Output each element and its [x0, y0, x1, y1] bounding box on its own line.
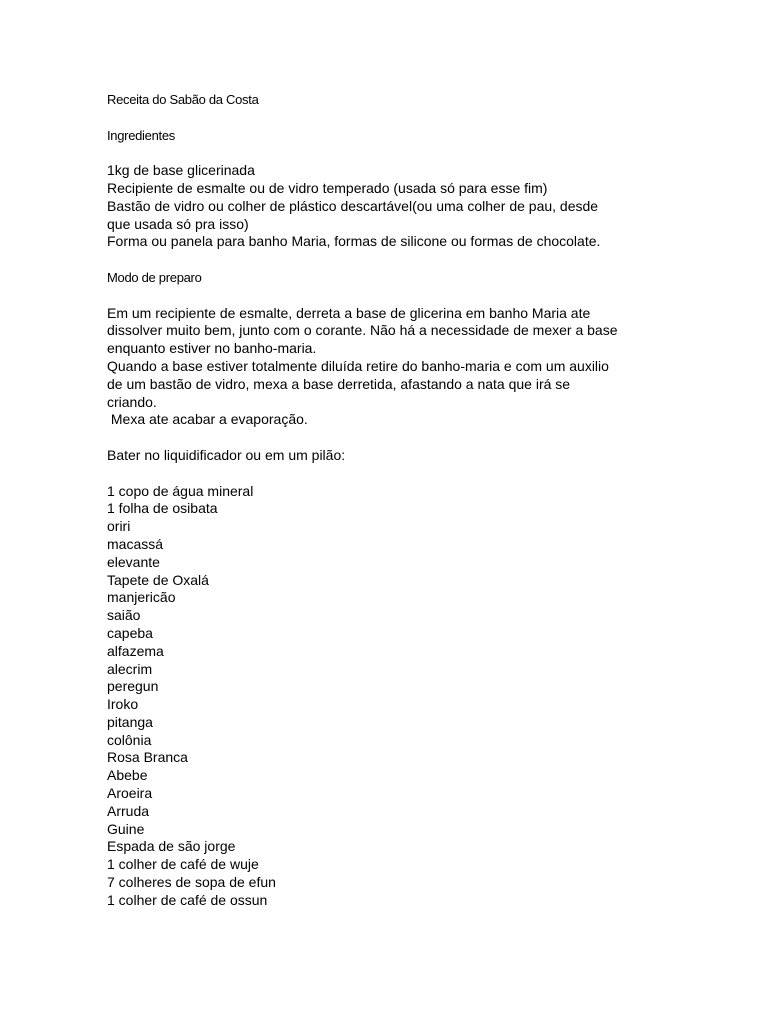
method-line: de um bastão de vidro, mexa a base derretida, afastando a nata que irá se	[107, 375, 571, 392]
method-line: Mexa ate acabar a evaporação.	[107, 411, 308, 428]
blend-item: macassá	[107, 535, 164, 552]
ingredient-line: Recipiente de esmalte ou de vidro temperado (usada só para esse fim)	[107, 179, 548, 196]
blend-item: alfazema	[107, 642, 164, 659]
ingredients-list	[107, 162, 667, 251]
blend-item: saião	[107, 607, 141, 624]
ingredient-line: Forma ou panela para banho Maria, formas de silicone ou formas de chocolate.	[107, 233, 601, 250]
method-line: criando.	[107, 393, 157, 410]
blend-item: manjericão	[107, 589, 176, 606]
document-title: Receita do Sabão da Costa	[107, 92, 259, 107]
blend-heading: Bater no liquidificador ou em um pilão:	[107, 446, 346, 463]
method-line: Quando a base estiver totalmente diluída retire do banho-maria e com um auxilio	[107, 357, 609, 374]
spacer	[107, 144, 667, 162]
blend-item: elevante	[107, 553, 160, 570]
ingredient-line: Bastão de vidro ou colher de plástico descartável(ou uma colher de pau, desde	[107, 197, 599, 214]
blend-item: 1 colher de café de wuje	[107, 856, 259, 873]
blend-item: 7 colheres de sopa de efun	[107, 874, 276, 891]
blend-item: Rosa Branca	[107, 749, 188, 766]
spacer	[107, 429, 667, 447]
blend-item: Tapete de Oxalá	[107, 571, 209, 588]
blend-items-list	[107, 483, 667, 910]
spacer	[107, 251, 667, 269]
document-body	[107, 91, 667, 910]
spacer	[107, 465, 667, 483]
method-line: enquanto estiver no banho-maria.	[107, 340, 317, 357]
blend-item: 1 copo de água mineral	[107, 482, 254, 499]
blend-item: 1 colher de café de ossun	[107, 891, 268, 908]
method-heading: Modo de preparo	[107, 269, 202, 285]
blend-item: Guine	[107, 820, 145, 837]
blend-item: 1 folha de osibata	[107, 500, 218, 517]
blend-item: Aroeira	[107, 785, 153, 802]
blend-item: peregun	[107, 678, 159, 695]
method-line: Em um recipiente de esmalte, derreta a base de glicerina em banho Maria ate	[107, 304, 591, 321]
blend-item: alecrim	[107, 660, 153, 677]
ingredient-line: que usada só pra isso)	[107, 215, 249, 232]
blend-item: colônia	[107, 731, 152, 748]
method-line: dissolver muito bem, junto com o corante. Não há a necessidade de mexer a base	[107, 322, 618, 339]
blend-item: Iroko	[107, 696, 139, 713]
blend-item: capeba	[107, 624, 153, 641]
blend-item: Arruda	[107, 802, 150, 819]
blend-item: Abebe	[107, 767, 148, 784]
blend-item: oriri	[107, 518, 131, 535]
blend-item: Espada de são jorge	[107, 838, 236, 855]
spacer	[107, 109, 667, 127]
blend-item: pitanga	[107, 713, 153, 730]
ingredients-heading: Ingredientes	[107, 127, 175, 143]
ingredient-line: 1kg de base glicerinada	[107, 162, 255, 179]
method-paragraph	[107, 305, 667, 430]
spacer	[107, 287, 667, 305]
